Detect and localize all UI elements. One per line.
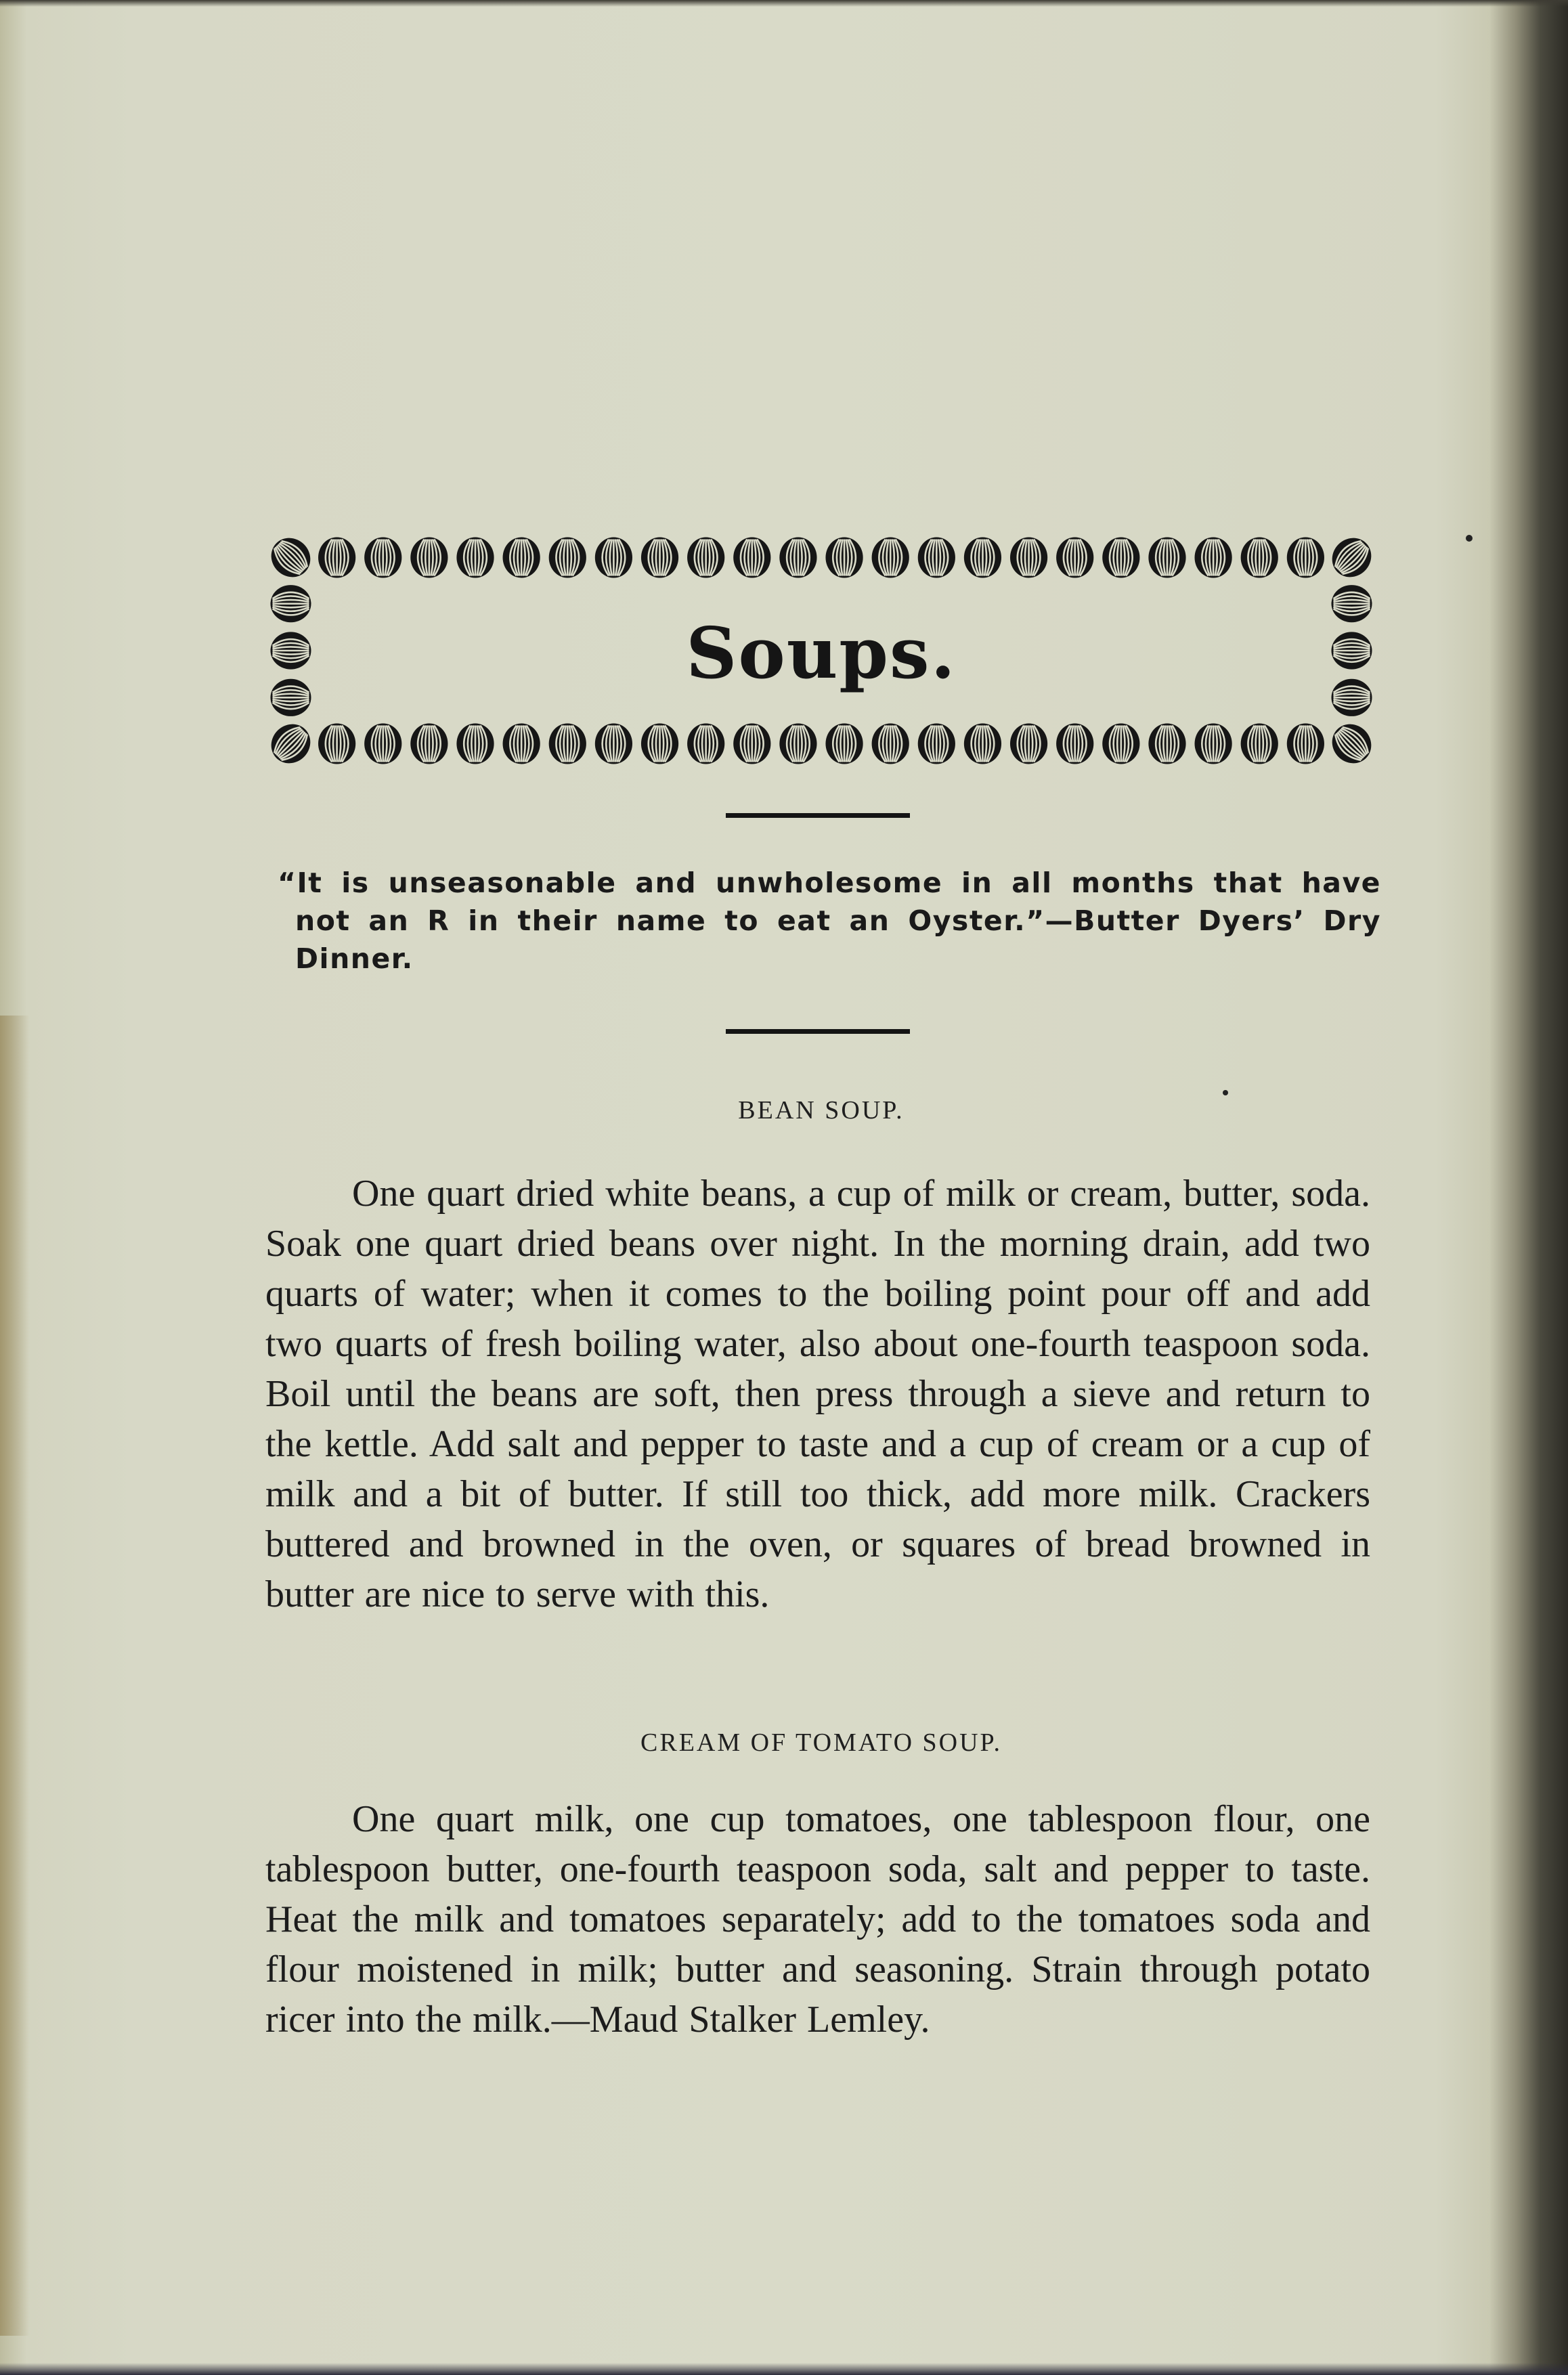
recipe-body-cream-of-tomato-soup: One quart milk, one cup tomatoes, one tablespoon flour, one tablespoon butter, one-fourth teaspoon soda, salt and pepper to taste. Heat the milk and tomatoes separately; add to the tomatoes soda and flour moistened in milk; butter and seasoning. Strain through potato ricer into the milk.—Maud Stalker Lemley. [265,1798,1370,2041]
ink-speck [1466,535,1473,542]
ink-speck [1223,1090,1228,1095]
spine-stain [0,1016,30,2336]
page-top-edge [0,0,1568,7]
divider-rule-top [726,813,910,818]
ornamental-title-frame [268,535,1374,766]
section-title: Soups. [686,611,957,695]
recipe-body-bean-soup: One quart dried white beans, a cup of milk or cream, butter, soda. Soak one quart dried beans over night. In the morning drain, add two quarts of water; when it comes to the boiling point pour off and add two quarts of fresh boiling water, also about one-fourth teaspoon soda. Boil until the beans are soft, then press through a sieve and return to the kettle. Add salt and pepper to taste and a cup of cream or a cup of milk and a bit of butter. If still too thick, add more milk. Crackers buttered and browned in the oven, or squares of bread browned in butter are nice to serve with this. [265,1173,1370,1615]
page-bottom-edge [0,2363,1568,2375]
divider-rule-bottom [726,1029,910,1034]
recipe-title-bean-soup: BEAN SOUP. [738,1096,905,1125]
recipe-title-cream-of-tomato-soup: CREAM OF TOMATO SOUP. [640,1728,1002,1757]
epigraph-quote: “It is unseasonable and unwholesome in all months that have not an R in their name to eat an Oyster.”—Butter Dyers’ Dry Dinner. [278,867,1381,975]
